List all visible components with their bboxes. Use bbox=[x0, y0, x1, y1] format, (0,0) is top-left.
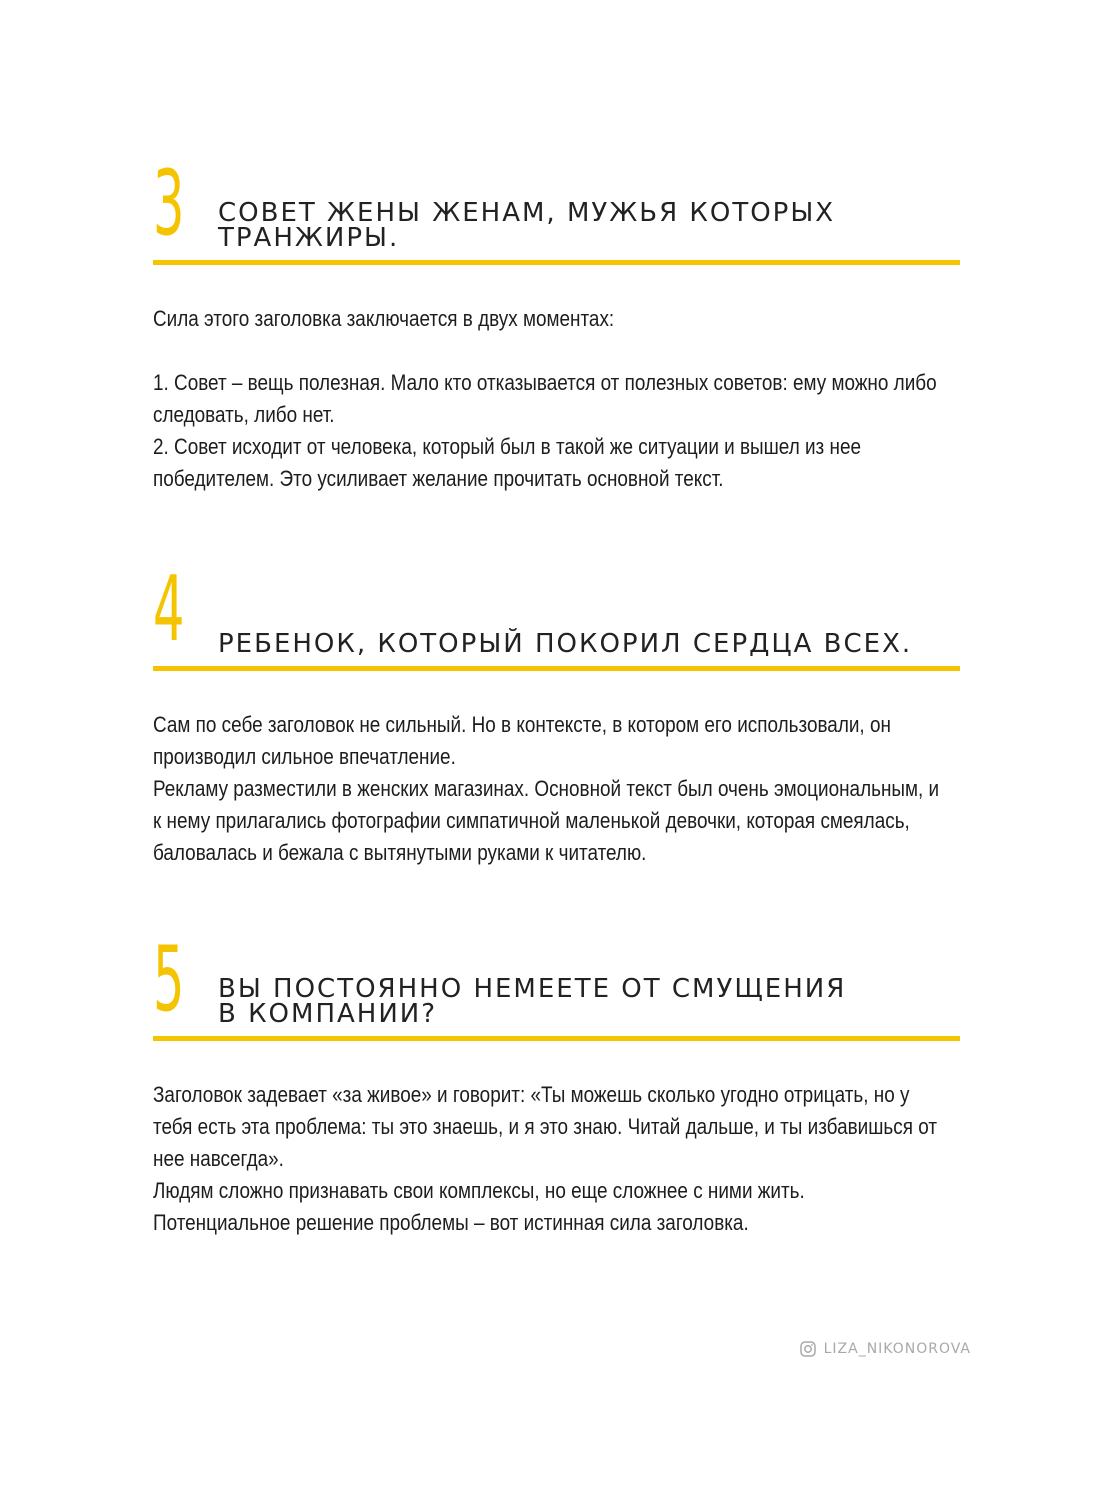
section-number: 5 bbox=[153, 927, 185, 1032]
instagram-icon bbox=[800, 1341, 816, 1357]
section-number: 4 bbox=[153, 557, 185, 662]
section-title-line: В КОМПАНИИ? bbox=[218, 999, 438, 1029]
section-title-line: РЕБЕНОК, КОТОРЫЙ ПОКОРИЛ СЕРДЦА ВСЕХ. bbox=[218, 629, 913, 659]
section-title bbox=[218, 974, 847, 1029]
section-4 bbox=[153, 557, 960, 869]
section-title-line: ТРАНЖИРЫ. bbox=[218, 223, 400, 253]
body-line: Сила этого заголовка заключается в двух моментах: bbox=[153, 306, 615, 331]
section-divider bbox=[153, 666, 960, 671]
section-5 bbox=[153, 927, 960, 1239]
body-line: к нему прилагались фотографии симпатичной маленькой девочки, которая смеялась, bbox=[153, 808, 910, 833]
section-heading bbox=[153, 927, 960, 1041]
section-body bbox=[153, 1079, 961, 1239]
body-line: следовать, либо нет. bbox=[153, 402, 335, 427]
section-heading bbox=[153, 151, 960, 265]
body-line: Рекламу разместили в женских магазинах. Основной текст был очень эмоциональным, и bbox=[153, 776, 940, 801]
body-line: Потенциальное решение проблемы – вот истинная сила заголовка. bbox=[153, 1210, 749, 1235]
paragraph-gap bbox=[153, 335, 961, 367]
footer-handle-text: LIZA_NIKONOROVA bbox=[823, 1341, 971, 1357]
section-title-line: ВЫ ПОСТОЯННО НЕМЕЕТЕ ОТ СМУЩЕНИЯ bbox=[218, 974, 847, 1004]
body-line: тебя есть эта проблема: ты это знаешь, и я это знаю. Читай дальше, и ты избавишься от bbox=[153, 1114, 937, 1139]
section-title bbox=[218, 198, 836, 253]
footer-handle bbox=[800, 1341, 971, 1357]
section-title bbox=[218, 629, 913, 659]
body-line: победителем. Это усиливает желание прочитать основной текст. bbox=[153, 466, 724, 491]
section-body bbox=[153, 303, 961, 495]
section-title-line: СОВЕТ ЖЕНЫ ЖЕНАМ, МУЖЬЯ КОТОРЫХ bbox=[218, 198, 836, 228]
body-line: Людям сложно признавать свои комплексы, но еще сложнее с ними жить. bbox=[153, 1178, 805, 1203]
body-line: нее навсегда». bbox=[153, 1146, 284, 1171]
section-body bbox=[153, 709, 961, 869]
section-3 bbox=[153, 151, 960, 495]
section-divider bbox=[153, 260, 960, 265]
body-line: производил сильное впечатление. bbox=[153, 744, 456, 769]
section-number: 3 bbox=[153, 151, 185, 256]
section-heading bbox=[153, 557, 960, 671]
body-line: 2. Совет исходит от человека, который был в такой же ситуации и вышел из нее bbox=[153, 434, 861, 459]
section-divider bbox=[153, 1036, 960, 1041]
body-line: Сам по себе заголовок не сильный. Но в контексте, в котором его использовали, он bbox=[153, 712, 891, 737]
body-line: Заголовок задевает «за живое» и говорит: «Ты можешь сколько угодно отрицать, но у bbox=[153, 1082, 910, 1107]
body-line: 1. Совет – вещь полезная. Мало кто отказывается от полезных советов: ему можно либо bbox=[153, 370, 937, 395]
body-line: баловалась и бежала с вытянутыми руками к читателю. bbox=[153, 840, 647, 865]
